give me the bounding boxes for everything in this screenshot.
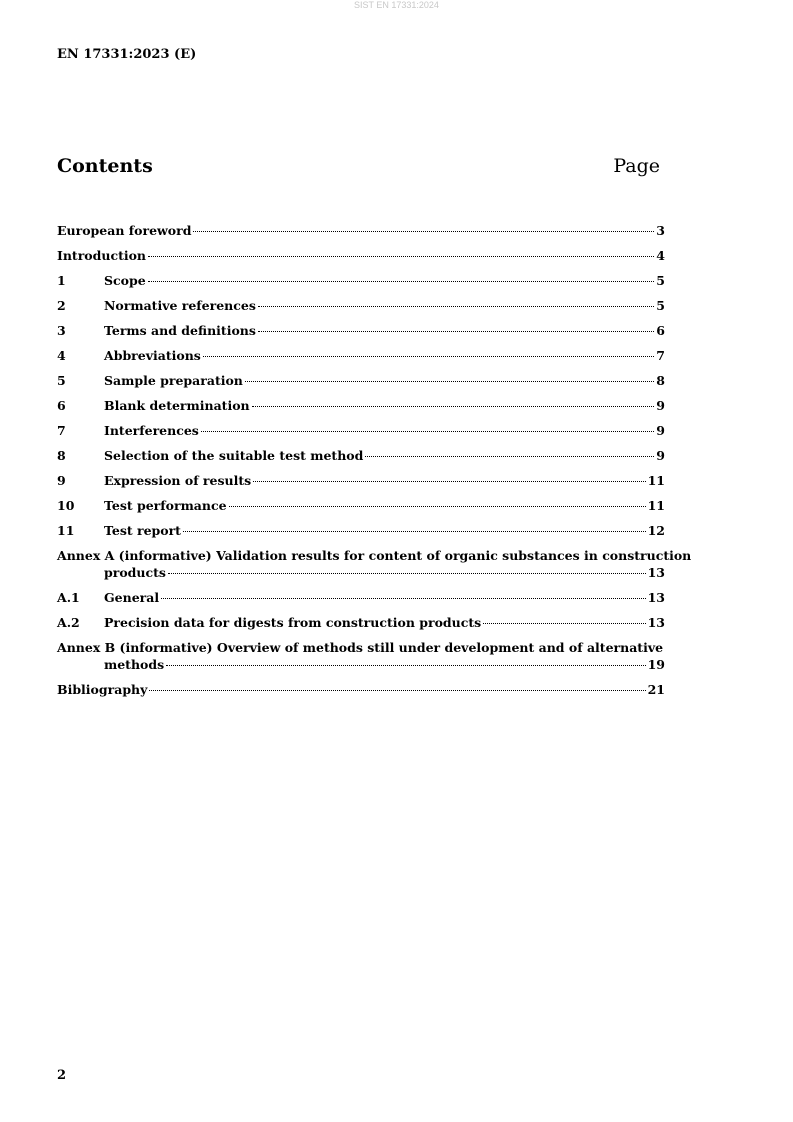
toc-entry-number: 9 <box>57 473 66 488</box>
toc-entry-scope[interactable] <box>57 271 665 296</box>
toc-entry-page: 9 <box>656 423 665 438</box>
toc-entry-title: Expression of results <box>104 473 252 488</box>
toc-entry-title: General <box>104 590 160 605</box>
toc-entry-title: Terms and definitions <box>104 323 256 338</box>
toc-entry-page: 12 <box>647 523 665 538</box>
toc-entry-page: 11 <box>647 473 665 488</box>
toc-entry-page: 8 <box>656 373 665 388</box>
toc-entry-number: A.2 <box>57 615 80 630</box>
dot-leader <box>168 573 646 574</box>
toc-entry-title: European foreword <box>57 223 192 238</box>
toc-entry-normative-references[interactable] <box>57 296 665 321</box>
toc-entry-expression-of-results[interactable] <box>57 471 665 496</box>
dot-leader <box>148 256 654 257</box>
toc-entry-title: Normative references <box>104 298 256 313</box>
toc-entry-page: 4 <box>656 248 665 263</box>
toc-entry-title: Bibliography <box>57 682 148 697</box>
toc-entry-number: 1 <box>57 273 66 288</box>
toc-entry-number: 2 <box>57 298 66 313</box>
toc-entry-title: Blank determination <box>104 398 250 413</box>
toc-entry-page: 6 <box>656 323 665 338</box>
toc-entry-number: 4 <box>57 348 66 363</box>
toc-entry-page: 3 <box>656 223 665 238</box>
dot-leader <box>365 456 654 457</box>
toc-entry-title: Interferences <box>104 423 199 438</box>
toc-entry-page: 13 <box>647 590 665 605</box>
document-id: EN 17331:2023 (E) <box>57 47 197 62</box>
dot-leader <box>253 481 645 482</box>
toc-entry-page: 19 <box>647 657 665 672</box>
toc-entry-annex-b[interactable] <box>57 638 665 680</box>
toc-entry-page: 9 <box>656 448 665 463</box>
toc-entry-introduction[interactable] <box>57 246 665 271</box>
toc-entry-interferences[interactable] <box>57 421 665 446</box>
toc-entry-title: Test report <box>104 523 181 538</box>
toc-entry-number: 5 <box>57 373 66 388</box>
watermark: SIST EN 17331:2024 <box>354 0 439 10</box>
table-of-contents <box>57 221 692 705</box>
toc-entry-title: Precision data for digests from construction products <box>104 615 482 630</box>
toc-entry-number: 7 <box>57 423 66 438</box>
toc-entry-terms-and-definitions[interactable] <box>57 321 665 346</box>
page-column-heading: Page <box>613 155 660 177</box>
toc-entry-title: Introduction <box>57 248 147 263</box>
toc-entry-title: Annex B (informative) Overview of methods still under development and of alternative <box>57 640 664 655</box>
toc-entry-page: 5 <box>656 273 665 288</box>
toc-entry-abbreviations[interactable] <box>57 346 665 371</box>
toc-entry-sample-preparation[interactable] <box>57 371 665 396</box>
toc-entry-test-report[interactable] <box>57 521 665 546</box>
toc-entry-page: 11 <box>647 498 665 513</box>
dot-leader <box>203 356 654 357</box>
toc-entry-title: Scope <box>104 273 146 288</box>
toc-entry-bibliography[interactable] <box>57 680 665 705</box>
toc-entry-page: 5 <box>656 298 665 313</box>
toc-entry-number: A.1 <box>57 590 80 605</box>
toc-entry-a1-general[interactable] <box>57 588 665 613</box>
toc-entry-title: Abbreviations <box>104 348 201 363</box>
toc-entry-page: 13 <box>647 565 665 580</box>
toc-entry-a2-precision-data[interactable] <box>57 613 665 638</box>
toc-entry-number: 11 <box>57 523 75 538</box>
toc-entry-number: 6 <box>57 398 66 413</box>
toc-entry-european-foreword[interactable] <box>57 221 665 246</box>
dot-leader <box>258 306 654 307</box>
dot-leader <box>161 598 645 599</box>
dot-leader <box>252 406 655 407</box>
dot-leader <box>245 381 654 382</box>
toc-entry-title-continued: products <box>104 565 166 580</box>
toc-entry-title-continued: methods <box>104 657 165 672</box>
page-number: 2 <box>57 1068 67 1083</box>
dot-leader <box>229 506 646 507</box>
toc-entry-title: Selection of the suitable test method <box>104 448 364 463</box>
toc-entry-number: 8 <box>57 448 66 463</box>
toc-entry-selection-of-test-method[interactable] <box>57 446 665 471</box>
dot-leader <box>148 281 655 282</box>
toc-entry-test-performance[interactable] <box>57 496 665 521</box>
toc-entry-number: 10 <box>57 498 75 513</box>
toc-entry-number: 3 <box>57 323 66 338</box>
toc-entry-page: 9 <box>656 398 665 413</box>
dot-leader <box>183 531 646 532</box>
dot-leader <box>193 231 654 232</box>
contents-heading: Contents <box>57 155 153 177</box>
toc-entry-page: 21 <box>647 682 665 697</box>
toc-entry-title: Annex A (informative) Validation results for content of organic substances in construction <box>57 548 692 563</box>
toc-entry-title: Test performance <box>104 498 227 513</box>
toc-entry-title: Sample preparation <box>104 373 243 388</box>
toc-entry-page: 7 <box>656 348 665 363</box>
dot-leader <box>149 690 645 691</box>
toc-entry-page: 13 <box>647 615 665 630</box>
dot-leader <box>483 623 645 624</box>
dot-leader <box>201 431 654 432</box>
dot-leader <box>258 331 654 332</box>
toc-entry-blank-determination[interactable] <box>57 396 665 421</box>
dot-leader <box>166 665 645 666</box>
toc-entry-annex-a[interactable] <box>57 546 692 588</box>
